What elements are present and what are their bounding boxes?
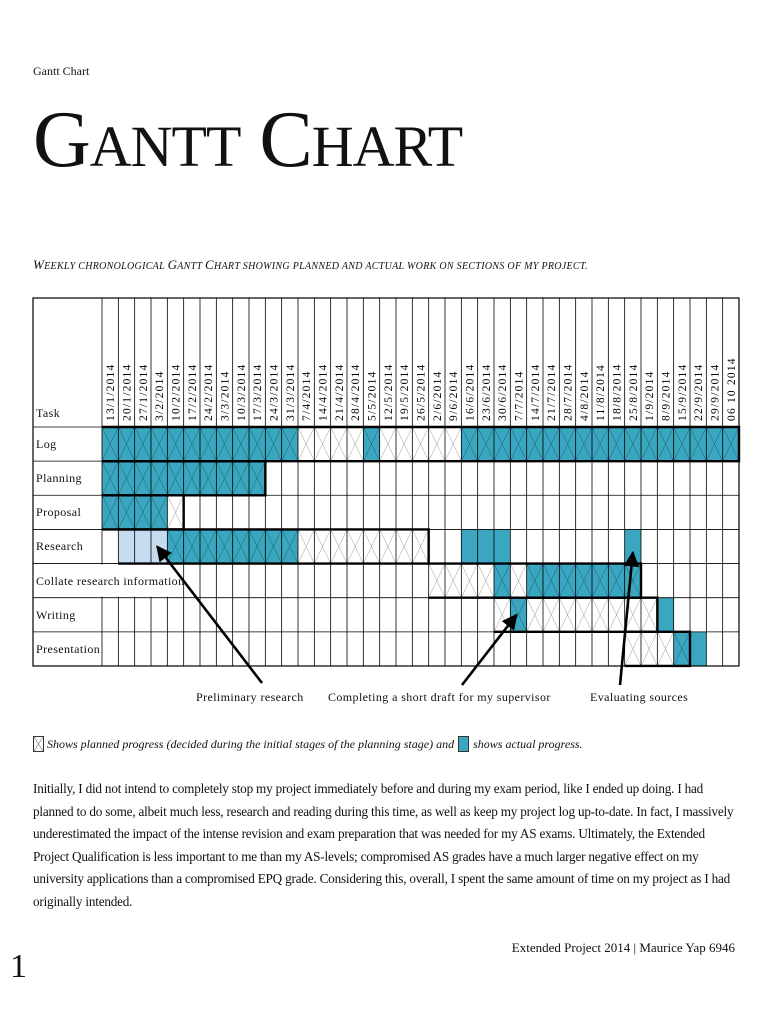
week-header: 24/2/2014 (203, 363, 216, 421)
actual-cell (657, 598, 673, 632)
week-header: 14/7/2014 (529, 363, 542, 421)
actual-cell (494, 529, 510, 563)
preliminary-cell (135, 529, 151, 563)
week-header: 25/8/2014 (627, 363, 640, 421)
task-label: Planning (36, 471, 82, 486)
subtitle-cap-w: W (33, 257, 45, 272)
week-header: 22/9/2014 (693, 363, 706, 421)
week-header: 28/4/2014 (350, 363, 363, 421)
task-label: Research (36, 539, 84, 554)
week-header: 10/3/2014 (235, 363, 248, 421)
week-header: 21/7/2014 (546, 363, 559, 421)
week-header: 17/3/2014 (252, 363, 265, 421)
task-label: Writing (36, 607, 76, 622)
week-header: 2/6/2014 (431, 370, 444, 421)
week-header: 29/9/2014 (709, 363, 722, 421)
task-label: Collate research information (36, 573, 185, 588)
week-header: 30/6/2014 (497, 363, 510, 421)
week-header: 28/7/2014 (562, 363, 575, 421)
subtitle-part-3: HART SHOWING PLANNED AND ACTUAL WORK ON SECTIONS OF MY PROJECT. (213, 261, 588, 272)
task-label: Presentation (36, 641, 101, 656)
legend-planned-text: Shows planned progress (decided during the initial stages of the planning stage) and (47, 736, 455, 751)
subtitle-cap-g: G (167, 257, 178, 272)
preliminary-cell (118, 529, 134, 563)
actual-cell (461, 529, 477, 563)
week-header: 16/6/2014 (464, 363, 477, 421)
week-header: 14/4/2014 (317, 363, 330, 421)
annotation-label: Evaluating sources (590, 690, 689, 704)
week-header: 3/3/2014 (219, 370, 232, 421)
body-paragraph: Initially, I did not intend to completely stop my project immediately before and during my exam period, like I ended up doing. I had planned to do some, albeit much less, research and reading during this time, as well as keep my project log up-to-date. In fact, I massively underestimated the impact of the intense revision and exam preparation that was needed for my AS exams. Ultimately, the Extended Project Qualification is less important to me than my AS-levels; compromised AS grades have a much larger negative effect on my university applications than a compromised EPQ grade. Considering this, overall, I spent the same amount of time on my project as I had originally intended. (33, 781, 734, 909)
subtitle-cap-c: C (205, 257, 214, 272)
week-header: 10/2/2014 (170, 363, 183, 421)
task-label: Proposal (36, 505, 82, 520)
week-header: 4/8/2014 (578, 370, 591, 421)
actual-legend-icon (458, 736, 469, 752)
week-header: 31/3/2014 (284, 363, 297, 421)
week-header: 13/1/2014 (105, 363, 118, 421)
week-header: 20/1/2014 (121, 363, 134, 421)
week-header: 7/4/2014 (301, 370, 314, 421)
week-header: 12/5/2014 (382, 363, 395, 421)
week-header: 23/6/2014 (480, 363, 493, 421)
task-label: Log (36, 437, 57, 451)
actual-cell (478, 529, 494, 563)
week-header: 21/4/2014 (333, 363, 346, 421)
week-header: 5/5/2014 (366, 370, 379, 421)
week-header: 24/3/2014 (268, 363, 281, 421)
week-header: 06 10 2014 (725, 357, 738, 421)
week-header: 18/8/2014 (611, 363, 624, 421)
title-rest-hart: HART (311, 114, 463, 179)
title-cap-g: G (33, 96, 90, 184)
week-header: 27/1/2014 (137, 363, 150, 421)
footer: Extended Project 2014 | Maurice Yap 6946 (511, 940, 735, 955)
running-header: Gantt Chart (33, 64, 90, 78)
week-header: 8/9/2014 (660, 370, 673, 421)
task-column-header: Task (36, 406, 61, 420)
annotation-arrow (157, 546, 262, 683)
week-header: 11/8/2014 (595, 363, 608, 421)
week-header: 26/5/2014 (415, 363, 428, 421)
planned-legend-icon (33, 736, 44, 752)
week-header: 9/6/2014 (448, 370, 461, 421)
page-number: 1 (10, 948, 27, 985)
annotation-arrow (462, 615, 517, 685)
subtitle-part-2: ANTT (177, 261, 205, 272)
title-rest-antt: ANTT (89, 114, 241, 179)
title-cap-c: C (259, 96, 312, 184)
week-header: 1/9/2014 (644, 370, 657, 421)
annotation-label: Preliminary research (196, 690, 304, 704)
annotation-label: Completing a short draft for my supervisor (328, 690, 551, 704)
legend (33, 736, 583, 752)
week-header: 7/7/2014 (513, 370, 526, 421)
week-header: 3/2/2014 (154, 370, 167, 421)
week-header: 15/9/2014 (676, 363, 689, 421)
legend-actual-text: shows actual progress. (473, 736, 583, 751)
week-header: 17/2/2014 (186, 363, 199, 421)
subtitle-part-1: EEKLY CHRONOLOGICAL (44, 261, 168, 272)
actual-cell (690, 632, 706, 666)
week-header: 19/5/2014 (399, 363, 412, 421)
